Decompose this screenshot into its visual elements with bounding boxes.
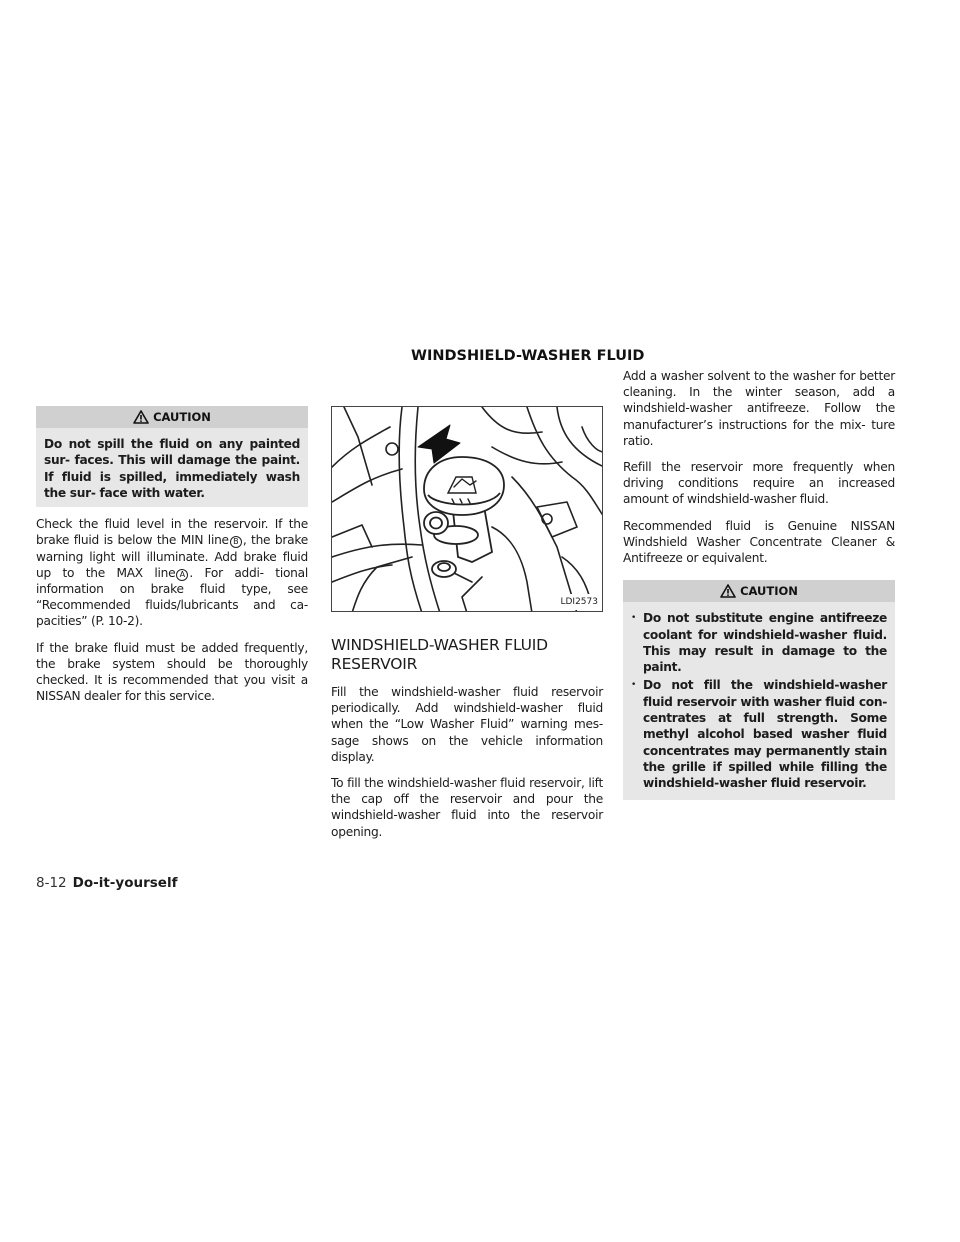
paragraph <box>36 516 308 629</box>
caution-box <box>623 580 895 799</box>
marker-a-icon: A <box>176 569 188 581</box>
paragraph: If the brake fluid must be added frequently, the brake system should be thoroughly checked. It is recommended that you visit a NISSAN dealer for this service. <box>36 640 308 704</box>
caution-header <box>36 406 308 428</box>
left-column <box>36 406 308 714</box>
reservoir-figure <box>331 406 603 612</box>
page-footer <box>36 875 177 891</box>
subheading: WINDSHIELD-WASHER FLUID RESERVOIR <box>331 636 548 673</box>
section-heading: WINDSHIELD-WASHER FLUID <box>411 348 645 364</box>
caution-item: • Do not fill the windshield-washer fluid reservoir with washer fluid con- centrates at full strength. Some methyl alcohol based washer fluid concentrates may permanently stain the grille if spilled while filling the windshield-washer fluid reservoir. <box>631 677 887 791</box>
text-span: , the brake warning light will illuminate. Add brake fluid up to the MAX line <box>36 533 309 580</box>
caution-item: • Do not substitute engine antifreeze coolant for windshield-washer fluid. This may result in damage to the paint. <box>631 610 887 675</box>
middle-column <box>331 406 603 850</box>
chapter-title: Do-it-yourself <box>72 875 178 891</box>
page-number: 8-12 <box>36 875 67 891</box>
caution-text: Do not spill the fluid on any painted sur- faces. This will damage the paint. If fluid is spilled, immediately wash the sur- face with water. <box>44 437 300 500</box>
paragraph: Add a washer solvent to the washer for better cleaning. In the winter season, add a windshield-washer antifreeze. Follow the manufacturer’s instructions for the mix- ture ratio. <box>623 369 895 448</box>
warning-icon <box>720 584 736 598</box>
paragraph: Recommended fluid is Genuine NISSAN Windshield Washer Concentrate Cleaner & Antifreeze or equivalent. <box>623 518 895 566</box>
caution-label: CAUTION <box>153 409 211 424</box>
paragraph: Fill the windshield-washer fluid reservoir periodically. Add windshield-washer fluid when the “Low Washer Fluid” warning mes- sage shows on the vehicle information display. <box>331 685 603 764</box>
caution-box <box>36 406 308 507</box>
paragraph: Refill the reservoir more frequently when driving conditions require an increased amount of windshield-washer fluid. <box>623 460 895 507</box>
text-span: . For addi- tional information on brake fluid type, see “Recommended fluids/lubricants and ca- pacities” (P. 10-2). <box>36 565 309 629</box>
caution-label: CAUTION <box>740 584 798 599</box>
right-column <box>623 368 895 809</box>
caution-header <box>623 580 895 602</box>
figure-caption: LDI2573 <box>559 594 599 610</box>
caution-list <box>623 610 895 791</box>
text-span: Check the fluid level in the reservoir. If the brake fluid is below the MIN line <box>36 517 308 548</box>
marker-b-icon: B <box>230 536 242 548</box>
warning-icon <box>133 410 149 424</box>
washer-reservoir-illustration <box>332 407 603 612</box>
paragraph: To fill the windshield-washer fluid reservoir, lift the cap off the reservoir and pour the windshield-washer fluid into the reservoir opening. <box>331 776 603 839</box>
